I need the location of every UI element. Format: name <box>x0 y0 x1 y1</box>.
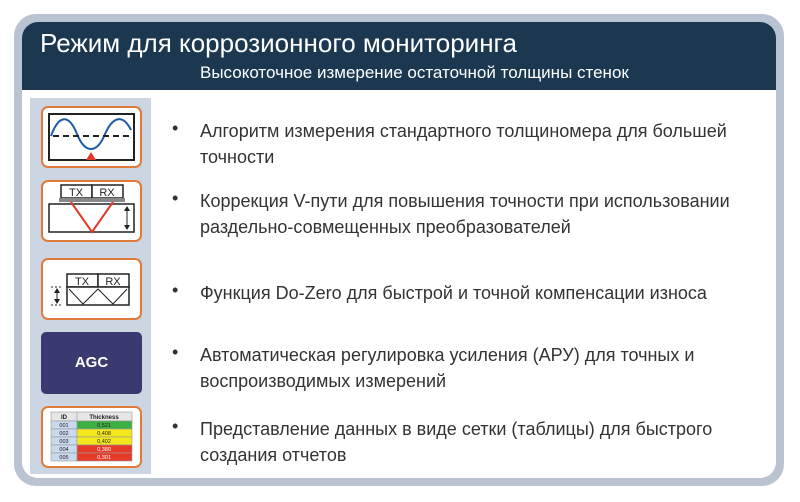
rx-label: RX <box>105 276 121 288</box>
grid-cell-thickness: 0,380 <box>97 447 111 454</box>
grid-cell-thickness: 0,408 <box>97 431 111 438</box>
list-item-text: Функция Do-Zero для быстрой и точной компенсации износа <box>200 283 707 303</box>
slide-title: Режим для коррозионного мониторинга <box>40 28 517 58</box>
list-item-text: Представление данных в виде сетки (таблицы) для быстрого создания отчетов <box>200 419 713 465</box>
agc-label: AGC <box>74 354 109 371</box>
slide-subtitle: Высокоточное измерение остаточной толщины стенок <box>200 63 629 82</box>
data-grid-table-icon <box>41 406 142 468</box>
grid-header-thickness: Thickness <box>89 415 119 421</box>
grid-row <box>51 437 132 445</box>
bullet-marker: • <box>172 280 179 300</box>
grid-cell-id: 003 <box>59 439 69 446</box>
slide-header <box>22 22 776 90</box>
grid-cell-thickness: 0,402 <box>97 439 111 446</box>
bullet-marker: • <box>172 342 179 362</box>
grid-cell-id: 002 <box>59 431 69 438</box>
grid-cell-id: 001 <box>59 423 69 430</box>
grid-cell-id: 004 <box>59 447 69 454</box>
grid-row <box>51 453 132 461</box>
bullet-marker: • <box>172 416 179 436</box>
grid-header-id: ID <box>61 415 67 421</box>
grid-row <box>51 429 132 437</box>
grid-cell-id: 005 <box>59 455 69 462</box>
do-zero-transducer-icon <box>41 258 142 320</box>
list-item-text: Алгоритм измерения стандартного толщиномера для большей точности <box>200 121 727 167</box>
rx-label: RX <box>99 187 115 199</box>
grid-cell-thickness: 0,301 <box>97 455 111 462</box>
bullet-marker: • <box>172 118 179 138</box>
list-item-text: Автоматическая регулировка усиления (АРУ) для точных и воспроизводимых измерений <box>200 345 695 391</box>
bullet-marker: • <box>172 188 179 208</box>
v-path-transducer-icon <box>41 180 142 242</box>
list-item-text: Коррекция V-пути для повышения точности при использовании раздельно-совмещенных преобразователей <box>200 191 730 237</box>
slide <box>22 22 776 478</box>
agc-icon <box>41 332 142 394</box>
tx-label: TX <box>74 276 90 288</box>
grid-row <box>51 421 132 429</box>
thickness-waveform-icon <box>41 106 142 168</box>
grid-cell-thickness: 0,521 <box>97 423 111 430</box>
grid-row <box>51 445 132 453</box>
tx-label: TX <box>68 187 84 199</box>
